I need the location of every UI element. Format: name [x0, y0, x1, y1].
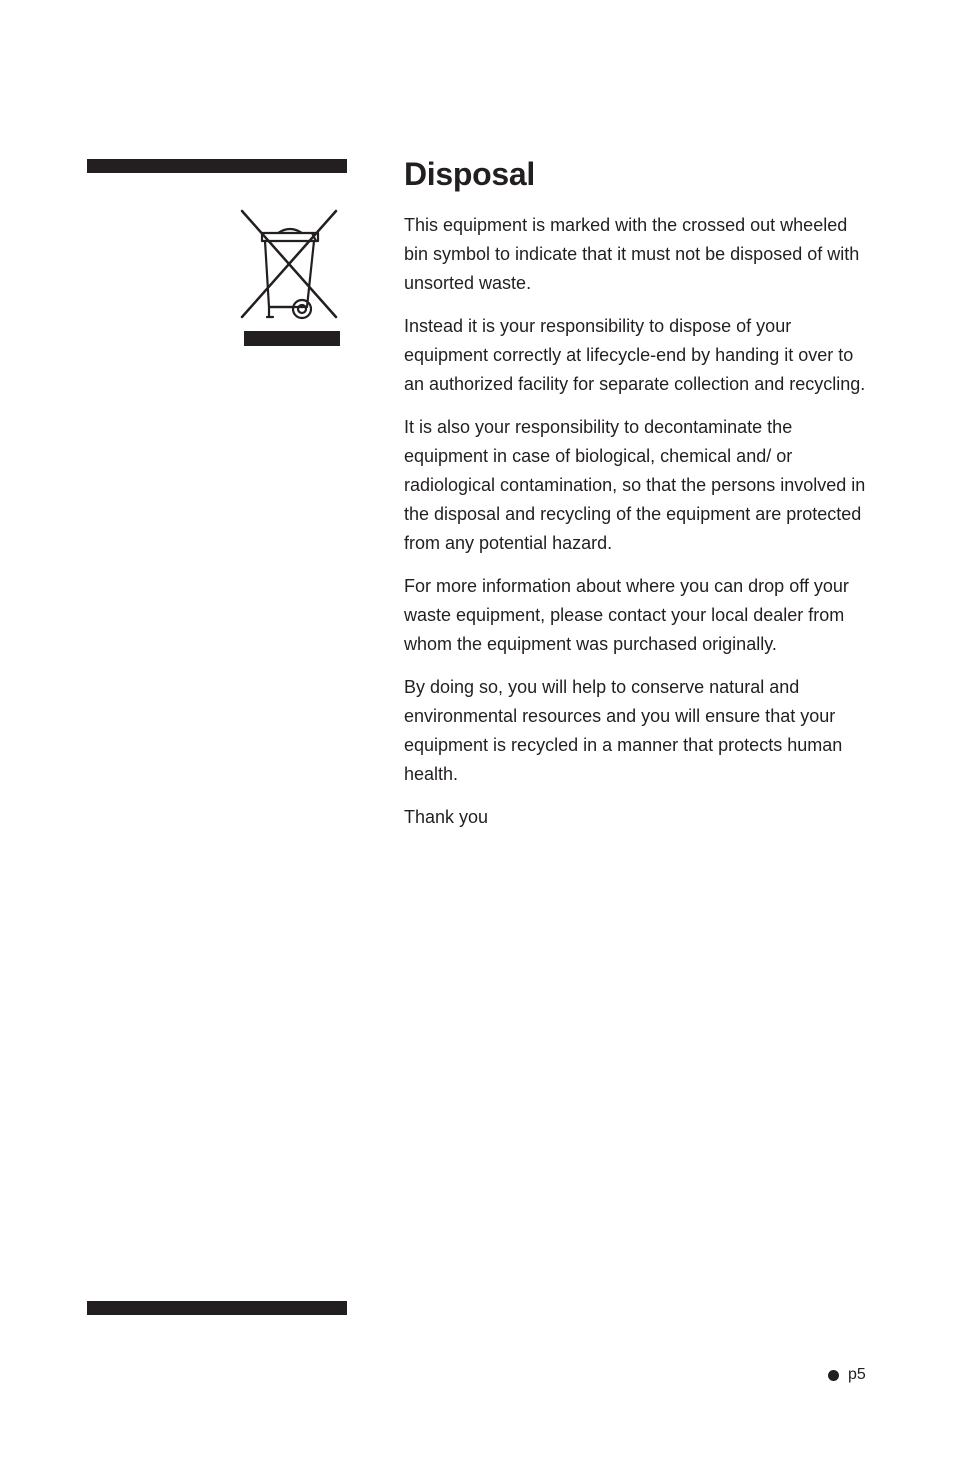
page-title: Disposal: [404, 156, 535, 192]
paragraph-decontamination: It is also your responsibility to decontaminate the equipment in case of biological, chemical and/ or radiological contamination, so that the persons involved in the disposal and recycling of the equipment are protected from any potential hazard.: [404, 417, 866, 553]
page-number: [828, 1366, 866, 1384]
crossed-out-wheeled-bin-icon: [238, 207, 342, 349]
paragraph-thank-you: Thank you: [404, 807, 489, 827]
paragraph-more-information: For more information about where you can drop off your waste equipment, please contact your local dealer from whom the equipment was purchased originally.: [404, 576, 849, 654]
page-number-label: p5: [848, 1366, 866, 1383]
paragraph-conservation: By doing so, you will help to conserve natural and environmental resources and you will ensure that your equipment is recycled in a manner that protects human health.: [404, 677, 843, 784]
top-divider-bar: [87, 159, 347, 173]
paragraph-marking: This equipment is marked with the crossed out wheeled bin symbol to indicate that it must not be disposed of with unsorted waste.: [404, 215, 860, 293]
bottom-divider-bar: [87, 1301, 347, 1315]
disposal-section: [404, 150, 874, 846]
bullet-dot-icon: [828, 1370, 839, 1381]
paragraph-responsibility: Instead it is your responsibility to dispose of your equipment correctly at lifecycle-end by handing it over to an authorized facility for separate collection and recycling.: [404, 316, 866, 394]
